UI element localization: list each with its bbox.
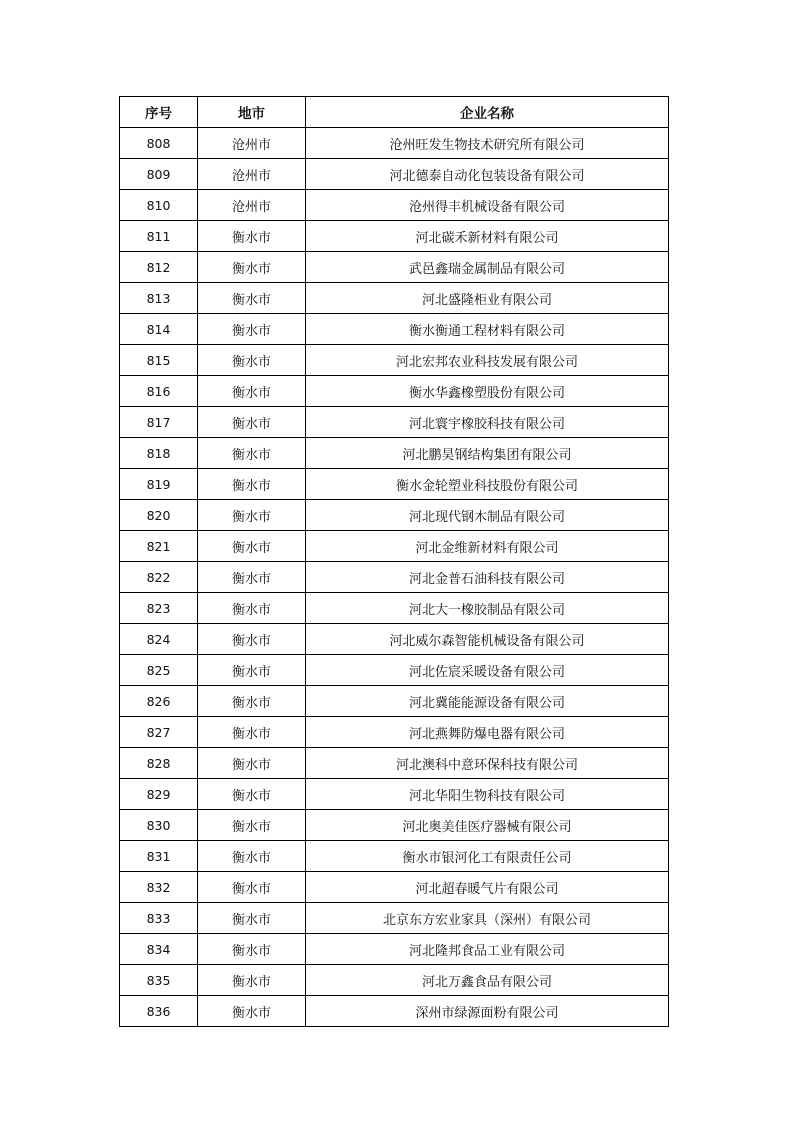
table-row — [120, 903, 669, 934]
cell-city: 衡水市 — [198, 965, 306, 996]
enterprise-table — [119, 96, 669, 1027]
cell-serial-number: 818 — [120, 438, 198, 469]
cell-city: 衡水市 — [198, 531, 306, 562]
cell-company-name: 河北万鑫食品有限公司 — [306, 965, 669, 996]
cell-company-name: 河北现代钢木制品有限公司 — [306, 500, 669, 531]
cell-company-name: 河北隆邦食品工业有限公司 — [306, 934, 669, 965]
table-row — [120, 593, 669, 624]
table-row — [120, 872, 669, 903]
cell-serial-number: 833 — [120, 903, 198, 934]
table-row — [120, 531, 669, 562]
cell-city: 衡水市 — [198, 314, 306, 345]
table-row — [120, 252, 669, 283]
cell-city: 衡水市 — [198, 872, 306, 903]
cell-company-name: 河北宏邦农业科技发展有限公司 — [306, 345, 669, 376]
cell-city: 衡水市 — [198, 624, 306, 655]
cell-company-name: 河北冀能能源设备有限公司 — [306, 686, 669, 717]
cell-serial-number: 834 — [120, 934, 198, 965]
table-row — [120, 128, 669, 159]
cell-company-name: 沧州旺发生物技术研究所有限公司 — [306, 128, 669, 159]
cell-serial-number: 820 — [120, 500, 198, 531]
table-row — [120, 469, 669, 500]
cell-city: 衡水市 — [198, 221, 306, 252]
cell-city: 衡水市 — [198, 407, 306, 438]
cell-serial-number: 822 — [120, 562, 198, 593]
cell-company-name: 河北碳禾新材料有限公司 — [306, 221, 669, 252]
cell-serial-number: 817 — [120, 407, 198, 438]
table-row — [120, 159, 669, 190]
cell-serial-number: 815 — [120, 345, 198, 376]
cell-company-name: 衡水市银河化工有限责任公司 — [306, 841, 669, 872]
cell-serial-number: 830 — [120, 810, 198, 841]
cell-city: 衡水市 — [198, 779, 306, 810]
table-row — [120, 314, 669, 345]
cell-city: 衡水市 — [198, 562, 306, 593]
table-header — [120, 97, 669, 128]
table-row — [120, 407, 669, 438]
cell-city: 衡水市 — [198, 593, 306, 624]
cell-company-name: 河北威尔森智能机械设备有限公司 — [306, 624, 669, 655]
cell-serial-number: 810 — [120, 190, 198, 221]
cell-company-name: 河北金普石油科技有限公司 — [306, 562, 669, 593]
cell-serial-number: 816 — [120, 376, 198, 407]
cell-city: 衡水市 — [198, 438, 306, 469]
cell-city: 沧州市 — [198, 159, 306, 190]
table-row — [120, 934, 669, 965]
table-row — [120, 655, 669, 686]
cell-serial-number: 825 — [120, 655, 198, 686]
cell-serial-number: 827 — [120, 717, 198, 748]
table-body — [120, 128, 669, 1027]
cell-city: 衡水市 — [198, 376, 306, 407]
cell-serial-number: 808 — [120, 128, 198, 159]
cell-serial-number: 824 — [120, 624, 198, 655]
header-row — [120, 97, 669, 128]
cell-company-name: 河北寰宇橡胶科技有限公司 — [306, 407, 669, 438]
enterprise-table-container — [119, 96, 668, 1027]
table-row — [120, 686, 669, 717]
cell-serial-number: 819 — [120, 469, 198, 500]
cell-company-name: 河北金维新材料有限公司 — [306, 531, 669, 562]
cell-serial-number: 809 — [120, 159, 198, 190]
cell-company-name: 河北华阳生物科技有限公司 — [306, 779, 669, 810]
cell-serial-number: 828 — [120, 748, 198, 779]
table-row — [120, 841, 669, 872]
cell-company-name: 河北德泰自动化包装设备有限公司 — [306, 159, 669, 190]
table-row — [120, 810, 669, 841]
cell-city: 衡水市 — [198, 810, 306, 841]
cell-serial-number: 835 — [120, 965, 198, 996]
table-row — [120, 996, 669, 1027]
cell-city: 衡水市 — [198, 934, 306, 965]
cell-company-name: 河北鹏昊钢结构集团有限公司 — [306, 438, 669, 469]
cell-serial-number: 832 — [120, 872, 198, 903]
cell-city: 衡水市 — [198, 283, 306, 314]
header-city: 地市 — [198, 97, 306, 128]
cell-city: 衡水市 — [198, 748, 306, 779]
table-row — [120, 221, 669, 252]
cell-company-name: 河北盛隆柜业有限公司 — [306, 283, 669, 314]
cell-serial-number: 826 — [120, 686, 198, 717]
cell-serial-number: 812 — [120, 252, 198, 283]
header-serial-number: 序号 — [120, 97, 198, 128]
cell-company-name: 河北澳科中意环保科技有限公司 — [306, 748, 669, 779]
cell-city: 沧州市 — [198, 190, 306, 221]
cell-company-name: 北京东方宏业家具（深州）有限公司 — [306, 903, 669, 934]
table-row — [120, 748, 669, 779]
table-row — [120, 965, 669, 996]
table-row — [120, 779, 669, 810]
cell-serial-number: 831 — [120, 841, 198, 872]
cell-serial-number: 823 — [120, 593, 198, 624]
table-row — [120, 624, 669, 655]
table-row — [120, 438, 669, 469]
cell-city: 衡水市 — [198, 252, 306, 283]
table-row — [120, 345, 669, 376]
cell-company-name: 河北超春暖气片有限公司 — [306, 872, 669, 903]
cell-serial-number: 813 — [120, 283, 198, 314]
cell-serial-number: 811 — [120, 221, 198, 252]
table-row — [120, 562, 669, 593]
cell-serial-number: 814 — [120, 314, 198, 345]
header-company-name: 企业名称 — [306, 97, 669, 128]
table-row — [120, 500, 669, 531]
cell-company-name: 武邑鑫瑞金属制品有限公司 — [306, 252, 669, 283]
cell-company-name: 河北佐宸采暖设备有限公司 — [306, 655, 669, 686]
cell-company-name: 深州市绿源面粉有限公司 — [306, 996, 669, 1027]
cell-city: 沧州市 — [198, 128, 306, 159]
cell-city: 衡水市 — [198, 717, 306, 748]
cell-city: 衡水市 — [198, 686, 306, 717]
table-row — [120, 190, 669, 221]
cell-company-name: 河北大一橡胶制品有限公司 — [306, 593, 669, 624]
cell-company-name: 衡水衡通工程材料有限公司 — [306, 314, 669, 345]
table-row — [120, 376, 669, 407]
cell-city: 衡水市 — [198, 500, 306, 531]
cell-company-name: 衡水华鑫橡塑股份有限公司 — [306, 376, 669, 407]
cell-serial-number: 821 — [120, 531, 198, 562]
cell-serial-number: 829 — [120, 779, 198, 810]
cell-city: 衡水市 — [198, 469, 306, 500]
cell-city: 衡水市 — [198, 841, 306, 872]
cell-company-name: 衡水金轮塑业科技股份有限公司 — [306, 469, 669, 500]
cell-city: 衡水市 — [198, 345, 306, 376]
cell-company-name: 河北燕舞防爆电器有限公司 — [306, 717, 669, 748]
cell-city: 衡水市 — [198, 903, 306, 934]
cell-city: 衡水市 — [198, 655, 306, 686]
cell-company-name: 河北奥美佳医疗器械有限公司 — [306, 810, 669, 841]
table-row — [120, 283, 669, 314]
cell-serial-number: 836 — [120, 996, 198, 1027]
table-row — [120, 717, 669, 748]
cell-company-name: 沧州得丰机械设备有限公司 — [306, 190, 669, 221]
cell-city: 衡水市 — [198, 996, 306, 1027]
